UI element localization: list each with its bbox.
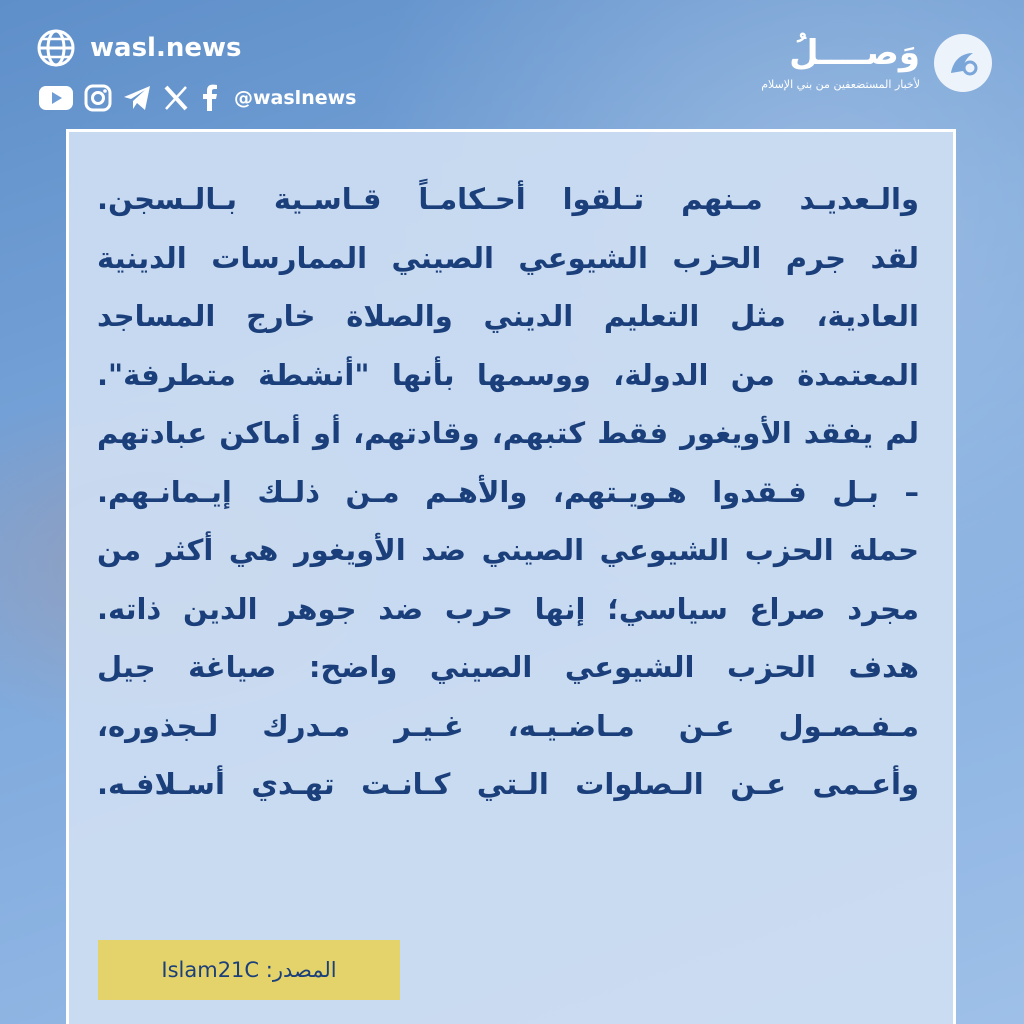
article-line: لقد جرم الحزب الشيوعي الصيني الممارسات الدينية bbox=[97, 240, 919, 275]
article-line: هدف الحزب الشيوعي الصيني واضح: صياغة جيل bbox=[97, 650, 919, 684]
brand bbox=[761, 34, 992, 92]
instagram-icon[interactable] bbox=[84, 84, 112, 112]
article-line: العادية، مثل التعليم الديني والصلاة خارج المساجد bbox=[97, 299, 919, 333]
article-line: المعتمدة من الدولة، ووسمها بأنها "أنشطة متطرفة". bbox=[97, 357, 919, 392]
logo-icon bbox=[934, 34, 992, 92]
article-line: وأعـمى عـن الـصلوات الـتي كـانـت تهـدي أسـلافـه. bbox=[97, 767, 919, 801]
article-body bbox=[97, 170, 919, 814]
source-label: المصدر: bbox=[265, 958, 337, 982]
x-icon[interactable] bbox=[162, 84, 190, 112]
site-link[interactable] bbox=[36, 28, 241, 68]
article-line: – بـل فـقدوا هـويـتهم، والأهـم مـن ذلـك إيـمانـهم. bbox=[97, 474, 919, 509]
article-card bbox=[66, 129, 956, 1024]
social-links bbox=[38, 84, 356, 112]
header bbox=[0, 0, 1024, 130]
brand-tagline: لأخبار المستضعفين من بني الإسلام bbox=[761, 77, 920, 91]
telegram-icon[interactable] bbox=[122, 84, 152, 112]
globe-icon bbox=[36, 28, 76, 68]
article-line: مـفـصـول عـن مـاضـيـه، غـيـر مـدرك لـجذوره، bbox=[97, 708, 919, 743]
facebook-icon[interactable] bbox=[200, 84, 218, 112]
article-line: حملة الحزب الشيوعي الصيني ضد الأويغور هي أكثر من bbox=[97, 533, 919, 567]
site-url: wasl.news bbox=[90, 33, 242, 63]
article-line: مجرد صراع سياسي؛ إنها حرب ضد جوهر الدين ذاته. bbox=[97, 591, 919, 626]
youtube-icon[interactable] bbox=[38, 85, 74, 111]
source-value: Islam21C bbox=[161, 958, 260, 982]
source-badge bbox=[98, 940, 400, 1000]
brand-name: وَصــــلُ bbox=[789, 32, 920, 73]
article-line: لم يفقد الأويغور فقط كتبهم، وقادتهم، أو أماكن عبادتهم bbox=[97, 416, 919, 450]
article-line: والـعديـد مـنهم تـلقوا أحـكامـاً قـاسـية بـالـسجن. bbox=[97, 182, 919, 216]
social-handle: @waslnews bbox=[234, 87, 357, 109]
